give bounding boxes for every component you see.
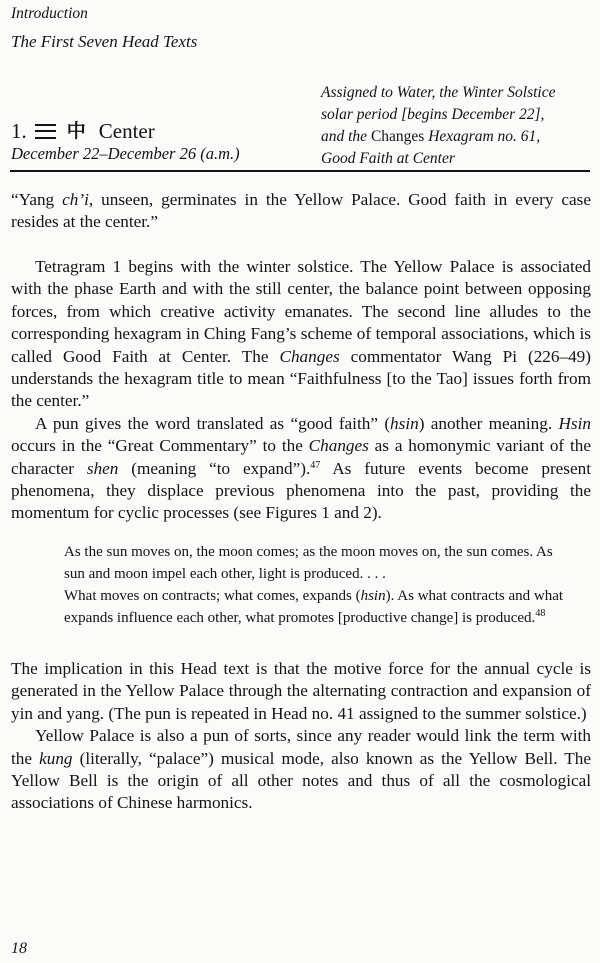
paragraph: The implication in this Head text is that the motive force for the annual cycle is generated in the Yellow Palace through the alternating contraction and expansion of yin and yang. (The pun is repeated in Head no. 41 assigned to the summer solstice.): [11, 659, 591, 723]
running-head: Introduction: [11, 5, 88, 22]
assignment-line: Assigned to Water, the Winter Solstice: [321, 84, 556, 101]
page-number: 18: [11, 940, 27, 957]
head-name: Center: [98, 119, 155, 143]
footnote-ref: 47: [310, 459, 321, 471]
assignment-line: and the Changes Hexagram no. 61,: [321, 128, 541, 145]
paragraph: Tetragram 1 begins with the winter solstice. The Yellow Palace is associated with the phase Earth and with the still center, the balance point between opposing forces, from which creative activity emanates. The second line alludes to the corresponding hexagram in Ching Fang’s scheme of temporal associations, which is called Good Faith at Center. The Changes commentator Wang Pi (226–49) understands the hexagram title to mean “Faithfulness [to the Tao] issues forth from the center.”: [11, 257, 591, 411]
head-date-range: December 22–December 26 (a.m.): [11, 144, 240, 163]
tetragram-icon: [35, 124, 56, 139]
head-assignment: [321, 82, 596, 170]
assignment-line: solar period [begins December 22],: [321, 106, 545, 123]
head-title-block: [11, 118, 240, 164]
paragraph: A pun gives the word translated as “good faith” (hsin) another meaning. Hsin occurs in the “Great Commentary” to the Changes as a homonymic variant of the character shen (meaning “to expand”).$^{47}$ As future events become present phenomena, they displace previous phenomena into the past, providing the momentum for cyclic processes (see Figures 1 and 2).: [11, 413, 591, 523]
paragraph: Yellow Palace is also a pun of sorts, since any reader would link the term with the kung (literally, “palace”) musical mode, also known as the Yellow Bell. The Yellow Bell is the origin of all other notes and thus of all the cosmological associations of Chinese harmonics.: [11, 726, 591, 813]
head-text-quote: “Yang ch’i, unseen, germinates in the Yellow Palace. Good faith in every case resides at the center.”: [11, 190, 591, 232]
commentary-paragraphs: [11, 256, 591, 525]
block-quote: As the sun moves on, the moon comes; as the moon moves on, the sun comes. As sun and moon impel each other, light is produced. . . . What moves on contracts; what comes, expands (hsin). As what contracts and what expands influence each other, what promotes [productive change] is produced.$^{48}$: [64, 544, 564, 626]
horizontal-rule: [10, 170, 590, 172]
footnote-ref: 48: [535, 608, 546, 619]
head-number: 1.: [11, 119, 27, 143]
head-title: [11, 118, 240, 144]
section-title: The First Seven Head Texts: [11, 32, 198, 51]
closing-paragraphs: [11, 658, 591, 815]
chinese-character: 中: [66, 120, 86, 142]
assignment-line: Good Faith at Center: [321, 150, 455, 167]
